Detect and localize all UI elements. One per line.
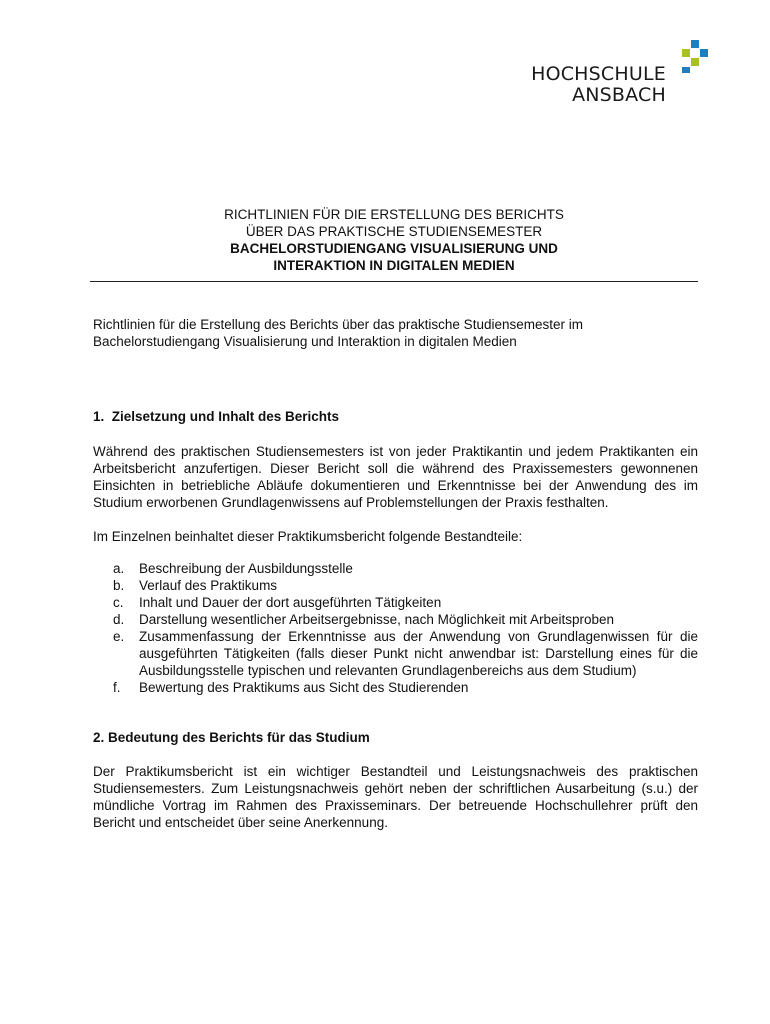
list-item-text: Zusammenfassung der Erkenntnisse aus der Anwendung von Grundlagenwissen für die ausgeführten Tätigkeiten (falls dieser Punkt nicht anwendbar ist: Darstellung eines für die Ausbildungsstelle typischen und relevanten Grundlagenbereichs aus dem Studium) [139, 629, 698, 678]
document-body [93, 316, 698, 831]
logo-squares-icon [682, 40, 716, 74]
university-logo [531, 40, 718, 112]
section-1-lead: Im Einzelnen beinhaltet dieser Praktikumsbericht folgende Bestandteile: [93, 529, 523, 544]
section-2-heading: 2. Bedeutung des Berichts für das Studium [93, 730, 370, 745]
logo-line-2: ANSBACH [572, 84, 666, 106]
list-item-text: Bewertung des Praktikums aus Sicht des Studierenden [139, 680, 469, 695]
components-list [93, 560, 698, 696]
list-item [93, 594, 698, 611]
logo-line-1: HOCHSCHULE [531, 63, 666, 85]
list-item [93, 611, 698, 628]
title-divider [90, 281, 698, 282]
list-marker: e. [113, 629, 125, 644]
list-item [93, 628, 698, 679]
list-item [93, 679, 698, 696]
list-item-text: Darstellung wesentlicher Arbeitsergebnisse, nach Möglichkeit mit Arbeitsproben [139, 612, 614, 627]
list-marker: d. [113, 612, 125, 627]
intro-paragraph: Richtlinien für die Erstellung des Berichts über das praktische Studiensemester im Bachelorstudiengang Visualisierung und Interaktion in digitalen Medien [93, 317, 583, 349]
list-item-text: Verlauf des Praktikums [139, 578, 278, 593]
logo-wordmark [531, 64, 666, 106]
list-item [93, 577, 698, 594]
list-item-text: Inhalt und Dauer der dort ausgeführten Tätigkeiten [139, 595, 442, 610]
title-line-2: ÜBER DAS PRAKTISCHE STUDIENSEMESTER [245, 224, 543, 239]
document-title [90, 206, 698, 274]
list-marker: f. [113, 680, 121, 695]
title-line-1: RICHTLINIEN FÜR DIE ERSTELLUNG DES BERICHTS [224, 207, 564, 222]
section-1-heading: 1. Zielsetzung und Inhalt des Berichts [93, 409, 340, 424]
list-item-text: Beschreibung der Ausbildungsstelle [139, 561, 353, 576]
title-line-3: BACHELORSTUDIENGANG VISUALISIERUNG UND [230, 241, 558, 256]
section-2-paragraph: Der Praktikumsbericht ist ein wichtiger Bestandteil und Leistungsnachweis des praktischen Studiensemesters. Zum Leistungsnachweis gehört neben der schriftlichen Ausarbeitung (s.u.) der mündliche Vortrag im Rahmen des Praxisseminars. Der betreuende Hochschullehrer prüft den Bericht und entscheidet über seine Anerkennung. [93, 764, 698, 830]
title-line-4: INTERAKTION IN DIGITALEN MEDIEN [273, 258, 515, 273]
list-item [93, 560, 698, 577]
list-marker: b. [113, 578, 125, 593]
section-1-paragraph: Während des praktischen Studiensemesters ist von jeder Praktikantin und jedem Praktikanten ein Arbeitsbericht anzufertigen. Dieser Bericht soll die während des Praxissemesters gewonnenen Einsichten in betriebliche Abläufe dokumentieren und Erkenntnisse bei der Anwendung des im Studium erworbenen Grundlagenwissens auf Problemstellungen der Praxis festhalten. [93, 444, 698, 510]
list-marker: a. [113, 561, 125, 576]
list-marker: c. [113, 595, 124, 610]
